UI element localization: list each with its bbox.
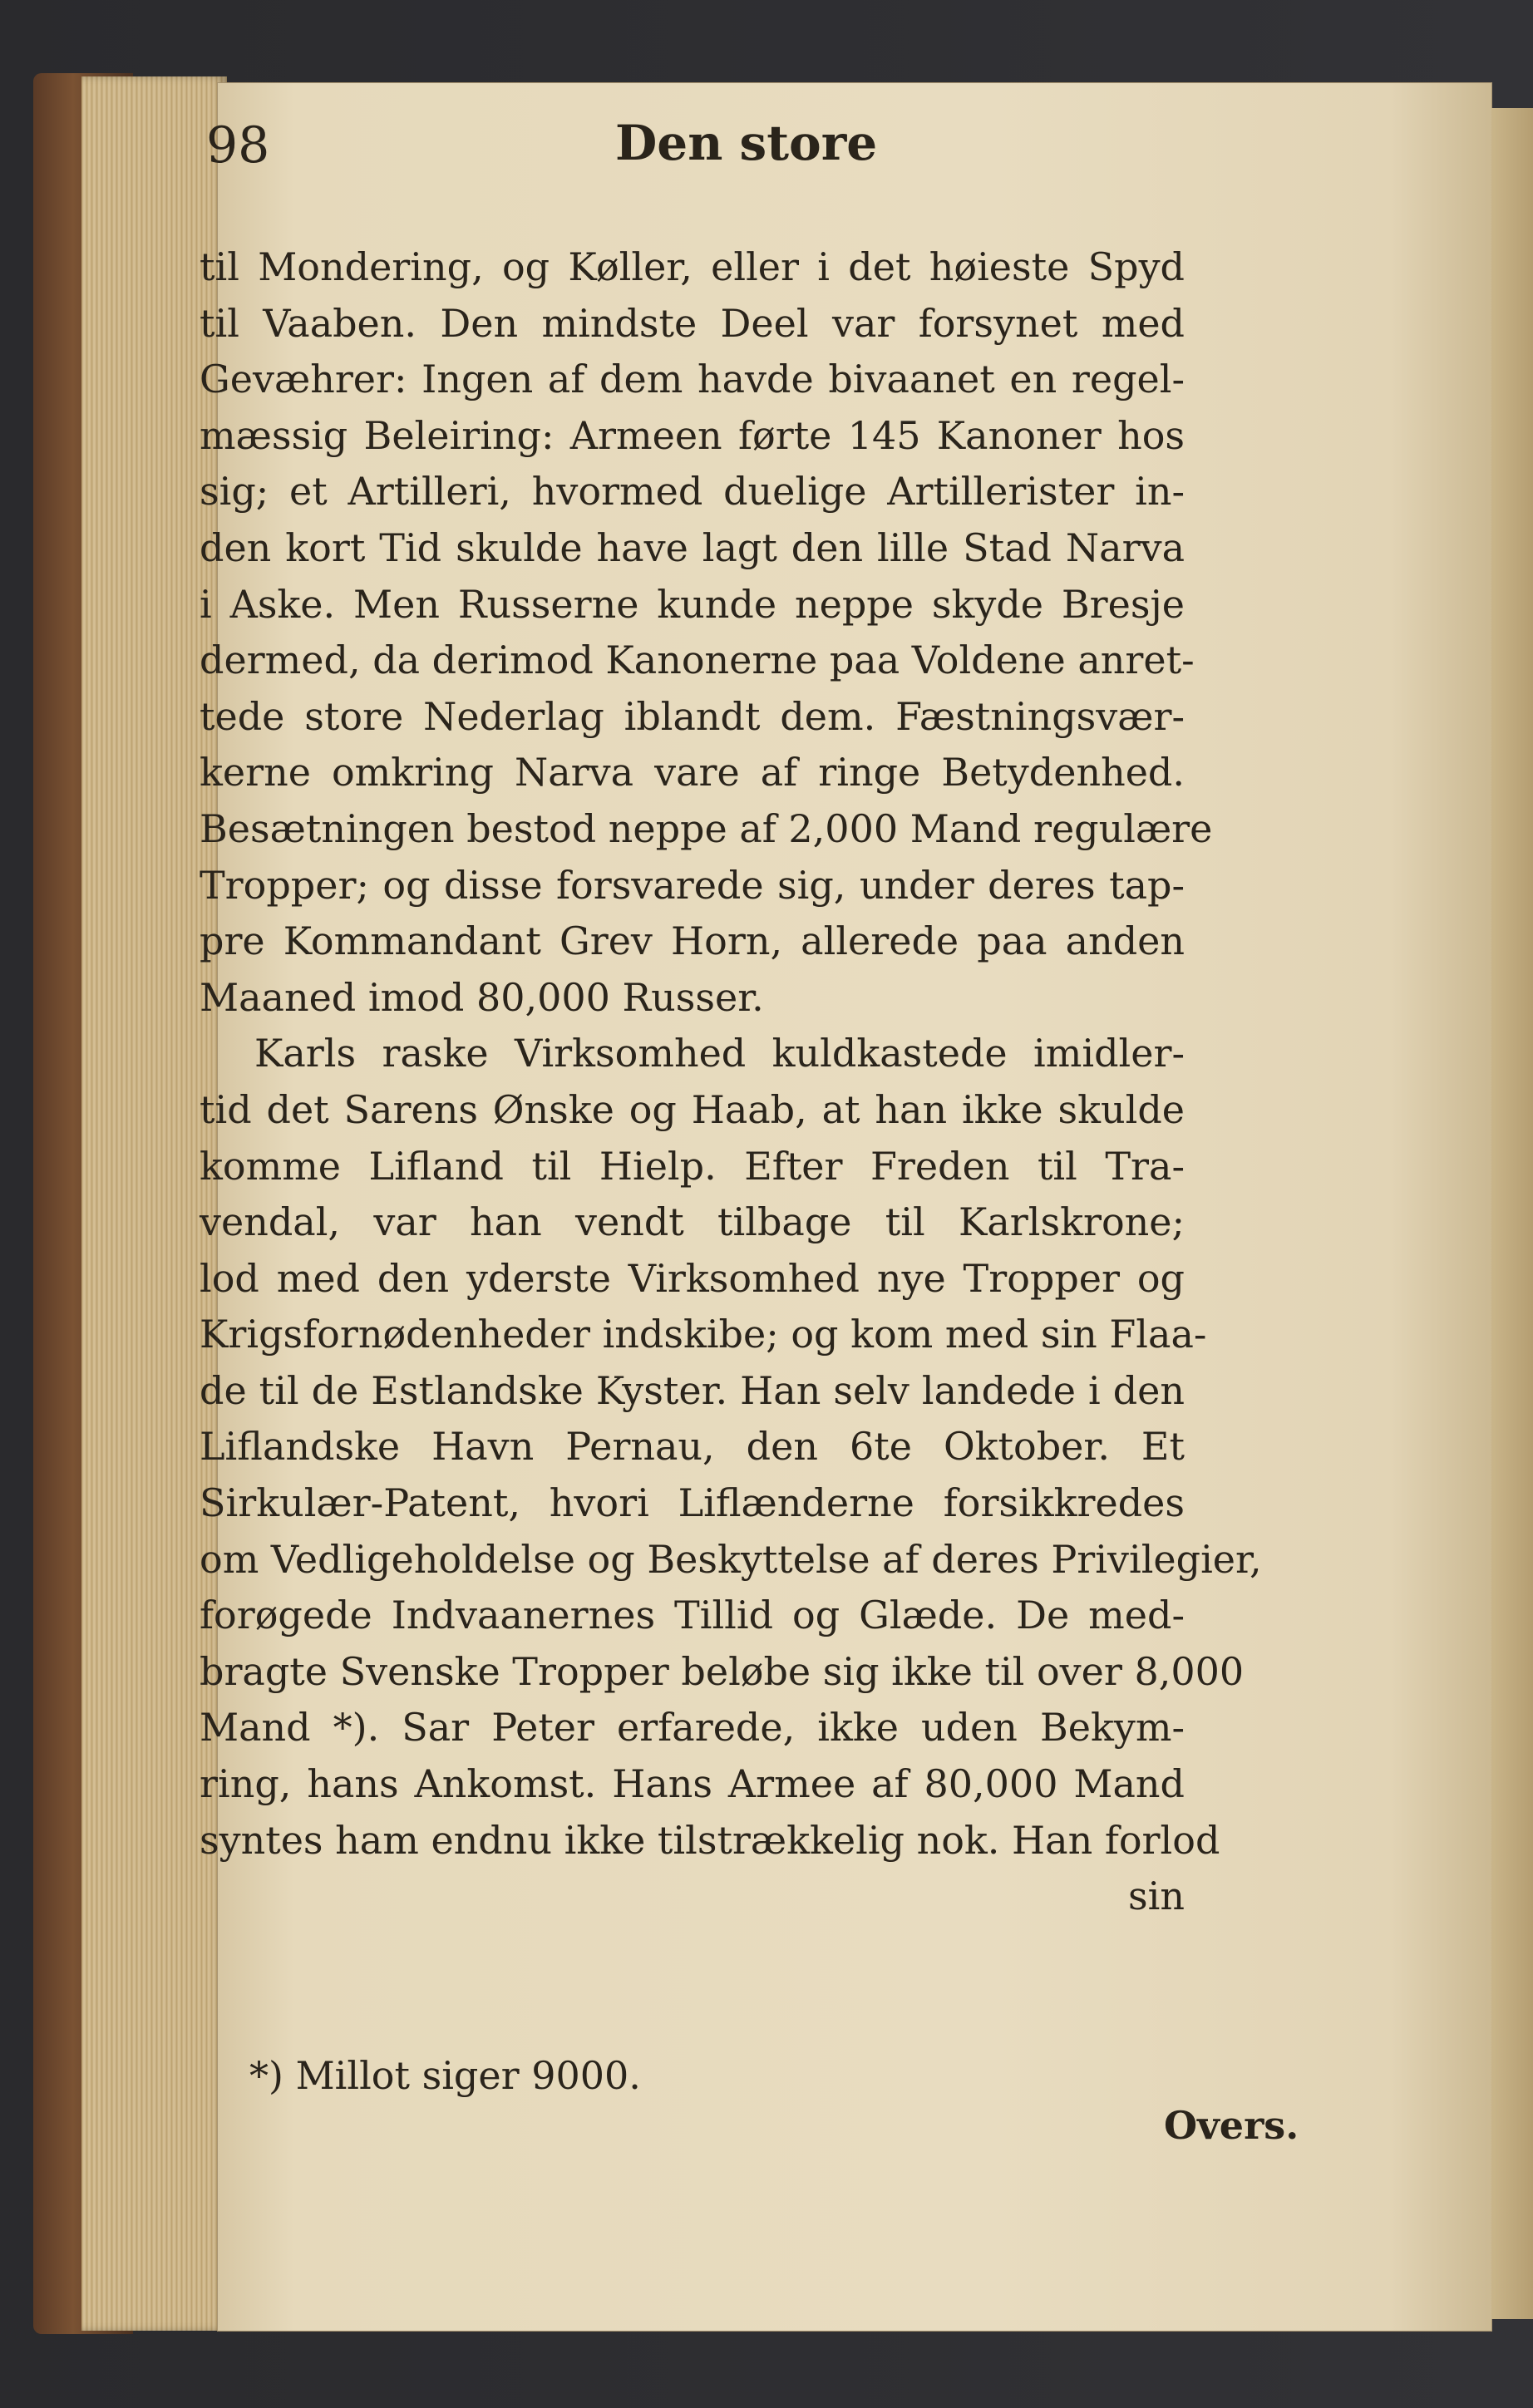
text-line: den kort Tid skulde have lagt den lille Stad Narva: [200, 524, 1185, 570]
text-line: vendal, var han vendt tilbage til Karlskrone;: [200, 1199, 1185, 1245]
text-line: Maaned imod 80,000 Russer.: [200, 974, 764, 1020]
text-line: ring, hans Ankomst. Hans Armee af 80,000 Mand: [200, 1761, 1185, 1807]
text-line: Besætningen bestod neppe af 2,000 Mand regulære: [200, 805, 1213, 851]
page-number: 98: [206, 116, 270, 175]
text-line: Liflandske Havn Pernau, den 6te Oktober. Et: [200, 1424, 1185, 1470]
text-line: forøgede Indvaanernes Tillid og Glæde. De med-: [200, 1593, 1185, 1638]
text-line: Krigsfornødenheder indskibe; og kom med sin Flaa-: [200, 1312, 1207, 1357]
body-text: [200, 239, 1262, 1925]
text-line: lod med den yderste Virksomhed nye Tropper og: [200, 1255, 1185, 1301]
text-line: sig; et Artilleri, hvormed duelige Artillerister in-: [200, 469, 1185, 515]
text-line: kerne omkring Narva vare af ringe Betydenhed.: [200, 750, 1185, 795]
text-line: de til de Estlandske Kyster. Han selv landede i den: [200, 1367, 1185, 1413]
text-line: om Vedligeholdelse og Beskyttelse af deres Privilegier,: [200, 1536, 1262, 1582]
text-line: bragte Svenske Tropper beløbe sig ikke til over 8,000: [200, 1648, 1245, 1694]
text-line: til Mondering, og Køller, eller i det høieste Spyd: [200, 244, 1185, 289]
text-line: dermed, da derimod Kanonerne paa Voldene anret-: [200, 638, 1195, 683]
text-line: Sirkulær-Patent, hvori Liflænderne forsikkredes: [200, 1480, 1185, 1526]
catchword: Overs.: [1164, 2103, 1299, 2148]
text-line: Tropper; og disse forsvarede sig, under deres tap-: [200, 862, 1185, 908]
text-line: mæssig Beleiring: Armeen førte 145 Kanoner hos: [200, 412, 1185, 458]
text-line: pre Kommandant Grev Horn, allerede paa anden: [200, 918, 1185, 964]
text-line: tede store Nederlag iblandt dem. Fæstningsvær-: [200, 693, 1185, 739]
text-line: i Aske. Men Russerne kunde neppe skyde Bresje: [200, 581, 1185, 627]
text-line: syntes ham endnu ikke tilstrækkelig nok. Han forlod: [200, 1817, 1220, 1863]
paragraph-start-line: Karls raske Virksomhed kuldkastede imidler-: [254, 1031, 1185, 1076]
text-line: til Vaaben. Den mindste Deel var forsynet med: [200, 300, 1185, 346]
running-head: Den store: [615, 115, 878, 171]
facing-page-edge: [1491, 108, 1533, 2319]
footnote: *) Millot siger 9000.: [249, 2053, 641, 2098]
text-line: Gevæhrer: Ingen af dem havde bivaanet en regel-: [200, 357, 1185, 402]
text-line: tid det Sarens Ønske og Haab, at han ikke skulde: [200, 1086, 1185, 1132]
text-line: Mand *). Sar Peter erfarede, ikke uden Bekym-: [200, 1705, 1185, 1751]
text-line: komme Lifland til Hielp. Efter Freden til Tra-: [200, 1143, 1185, 1189]
text-line: sin: [1128, 1874, 1185, 1919]
